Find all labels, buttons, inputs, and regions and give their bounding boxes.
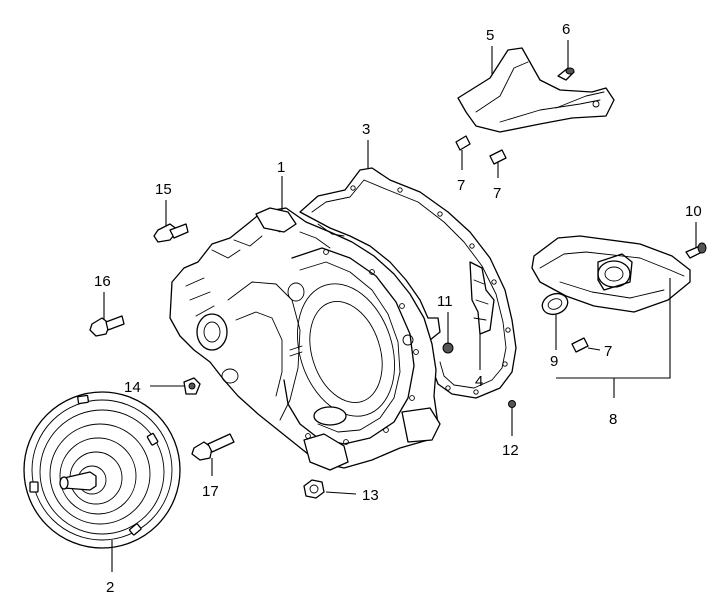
- bolt-11: [443, 343, 453, 353]
- callout-10: 10: [685, 203, 702, 220]
- callout-4: 4: [475, 373, 484, 390]
- callout-2: 2: [106, 579, 115, 596]
- clip-7a: [456, 136, 470, 150]
- callout-13: 13: [362, 487, 379, 504]
- callout-17: 17: [202, 483, 219, 500]
- callout-5: 5: [486, 27, 495, 44]
- bolt-15: [154, 224, 188, 242]
- plug-12: [509, 401, 516, 408]
- clip-7c: [572, 338, 588, 352]
- bolt-16: [90, 316, 124, 336]
- callout-7a: 7: [457, 177, 466, 194]
- torque-converter: [24, 392, 180, 548]
- callout-3: 3: [362, 121, 371, 138]
- callout-9: 9: [550, 353, 559, 370]
- callout-7b: 7: [493, 185, 502, 202]
- callout-8: 8: [609, 411, 618, 428]
- callout-15: 15: [155, 181, 172, 198]
- callout-14: 14: [124, 379, 141, 396]
- callout-1: 1: [277, 159, 286, 176]
- callout-7c: 7: [604, 343, 613, 360]
- bolt-17: [192, 434, 234, 460]
- clip-7b: [490, 150, 506, 164]
- callout-6: 6: [562, 21, 571, 38]
- callout-11: 11: [437, 293, 453, 310]
- callout-12: 12: [502, 442, 519, 459]
- nut-13: [304, 480, 324, 498]
- callout-16: 16: [94, 273, 111, 290]
- heat-shield-plate: [458, 48, 614, 132]
- bolt-6: [558, 68, 574, 80]
- plug-14: [184, 378, 200, 394]
